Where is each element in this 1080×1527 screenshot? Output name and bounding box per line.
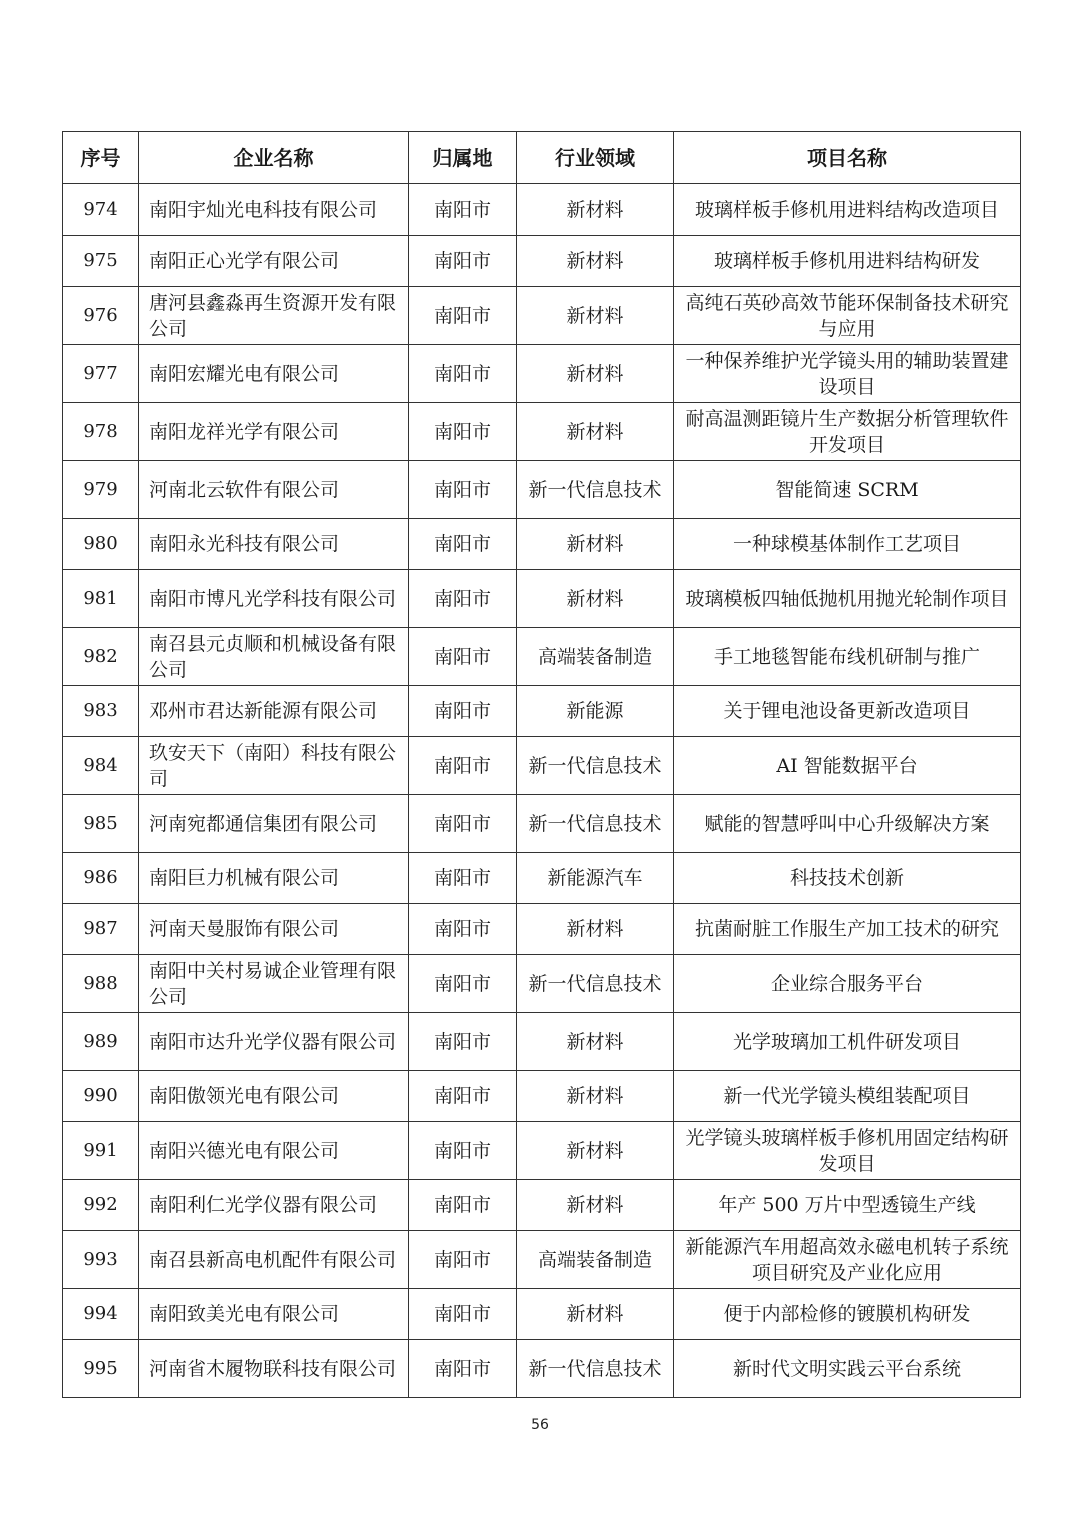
cell-company: 南阳利仁光学仪器有限公司	[139, 1180, 409, 1231]
cell-location: 南阳市	[409, 1340, 517, 1398]
cell-company: 玖安天下（南阳）科技有限公司	[139, 737, 409, 795]
cell-location: 南阳市	[409, 519, 517, 570]
header-no: 序号	[63, 132, 139, 184]
cell-location: 南阳市	[409, 955, 517, 1013]
cell-no: 982	[63, 628, 139, 686]
cell-location: 南阳市	[409, 345, 517, 403]
table-row	[63, 1231, 1021, 1289]
cell-project: 光学镜头玻璃样板手修机用固定结构研发项目	[674, 1122, 1021, 1180]
cell-company: 南阳中关村易诚企业管理有限公司	[139, 955, 409, 1013]
table-row	[63, 184, 1021, 236]
cell-company: 南阳市博凡光学科技有限公司	[139, 570, 409, 628]
cell-company: 南阳巨力机械有限公司	[139, 853, 409, 904]
cell-company: 南阳兴德光电有限公司	[139, 1122, 409, 1180]
table-row	[63, 686, 1021, 737]
cell-no: 988	[63, 955, 139, 1013]
cell-company: 南阳龙祥光学有限公司	[139, 403, 409, 461]
table-row	[63, 1013, 1021, 1071]
table-row	[63, 1289, 1021, 1340]
cell-location: 南阳市	[409, 1180, 517, 1231]
cell-project: 新时代文明实践云平台系统	[674, 1340, 1021, 1398]
cell-project: 玻璃样板手修机用进料结构改造项目	[674, 184, 1021, 236]
page-number: 56	[531, 1417, 549, 1433]
cell-industry: 新材料	[517, 570, 674, 628]
table-row	[63, 1340, 1021, 1398]
cell-industry: 高端装备制造	[517, 1231, 674, 1289]
cell-project: 企业综合服务平台	[674, 955, 1021, 1013]
cell-location: 南阳市	[409, 686, 517, 737]
cell-company: 邓州市君达新能源有限公司	[139, 686, 409, 737]
cell-company: 南召县新高电机配件有限公司	[139, 1231, 409, 1289]
cell-industry: 新材料	[517, 287, 674, 345]
cell-location: 南阳市	[409, 1289, 517, 1340]
cell-no: 989	[63, 1013, 139, 1071]
cell-no: 994	[63, 1289, 139, 1340]
header-project: 项目名称	[674, 132, 1021, 184]
cell-industry: 新一代信息技术	[517, 955, 674, 1013]
cell-industry: 新能源汽车	[517, 853, 674, 904]
cell-company: 南阳宏耀光电有限公司	[139, 345, 409, 403]
cell-industry: 新一代信息技术	[517, 737, 674, 795]
cell-no: 986	[63, 853, 139, 904]
cell-no: 985	[63, 795, 139, 853]
cell-company: 南阳正心光学有限公司	[139, 236, 409, 287]
cell-location: 南阳市	[409, 287, 517, 345]
table-row	[63, 737, 1021, 795]
table-row	[63, 904, 1021, 955]
cell-location: 南阳市	[409, 236, 517, 287]
cell-company: 南阳永光科技有限公司	[139, 519, 409, 570]
cell-project: 玻璃样板手修机用进料结构研发	[674, 236, 1021, 287]
cell-no: 990	[63, 1071, 139, 1122]
cell-no: 980	[63, 519, 139, 570]
cell-no: 993	[63, 1231, 139, 1289]
cell-industry: 新材料	[517, 519, 674, 570]
cell-industry: 新材料	[517, 236, 674, 287]
cell-project: 光学玻璃加工机件研发项目	[674, 1013, 1021, 1071]
cell-location: 南阳市	[409, 1071, 517, 1122]
cell-no: 987	[63, 904, 139, 955]
cell-location: 南阳市	[409, 737, 517, 795]
table-row	[63, 1122, 1021, 1180]
cell-industry: 新材料	[517, 403, 674, 461]
cell-project: 高纯石英砂高效节能环保制备技术研究与应用	[674, 287, 1021, 345]
cell-no: 979	[63, 461, 139, 519]
cell-no: 974	[63, 184, 139, 236]
cell-location: 南阳市	[409, 1013, 517, 1071]
cell-project: 科技技术创新	[674, 853, 1021, 904]
cell-industry: 新一代信息技术	[517, 795, 674, 853]
cell-project: 便于内部检修的镀膜机构研发	[674, 1289, 1021, 1340]
cell-company: 河南天曼服饰有限公司	[139, 904, 409, 955]
table-row	[63, 519, 1021, 570]
cell-project: 智能简速 SCRM	[674, 461, 1021, 519]
cell-company: 南阳致美光电有限公司	[139, 1289, 409, 1340]
cell-industry: 新材料	[517, 1071, 674, 1122]
cell-project: AI 智能数据平台	[674, 737, 1021, 795]
cell-company: 南召县元贞顺和机械设备有限公司	[139, 628, 409, 686]
cell-location: 南阳市	[409, 1122, 517, 1180]
cell-no: 984	[63, 737, 139, 795]
table-body	[63, 184, 1021, 1398]
cell-no: 981	[63, 570, 139, 628]
cell-industry: 新一代信息技术	[517, 1340, 674, 1398]
table-row	[63, 853, 1021, 904]
cell-project: 新一代光学镜头模组装配项目	[674, 1071, 1021, 1122]
cell-location: 南阳市	[409, 403, 517, 461]
cell-location: 南阳市	[409, 795, 517, 853]
cell-project: 手工地毯智能布线机研制与推广	[674, 628, 1021, 686]
cell-project: 赋能的智慧呼叫中心升级解决方案	[674, 795, 1021, 853]
table-row	[63, 570, 1021, 628]
table-row	[63, 1071, 1021, 1122]
cell-no: 978	[63, 403, 139, 461]
cell-industry: 高端装备制造	[517, 628, 674, 686]
cell-company: 南阳市达升光学仪器有限公司	[139, 1013, 409, 1071]
cell-location: 南阳市	[409, 628, 517, 686]
table-row	[63, 403, 1021, 461]
cell-location: 南阳市	[409, 853, 517, 904]
cell-project: 玻璃模板四轴低抛机用抛光轮制作项目	[674, 570, 1021, 628]
table-row	[63, 345, 1021, 403]
header-industry: 行业领域	[517, 132, 674, 184]
cell-no: 983	[63, 686, 139, 737]
cell-industry: 新材料	[517, 1013, 674, 1071]
cell-no: 976	[63, 287, 139, 345]
header-company: 企业名称	[139, 132, 409, 184]
table-row	[63, 236, 1021, 287]
cell-no: 991	[63, 1122, 139, 1180]
cell-project: 一种球模基体制作工艺项目	[674, 519, 1021, 570]
enterprise-project-table	[62, 131, 1021, 1398]
table-row	[63, 287, 1021, 345]
cell-location: 南阳市	[409, 1231, 517, 1289]
table-row	[63, 461, 1021, 519]
cell-industry: 新材料	[517, 1180, 674, 1231]
table-row	[63, 1180, 1021, 1231]
cell-location: 南阳市	[409, 570, 517, 628]
cell-project: 抗菌耐脏工作服生产加工技术的研究	[674, 904, 1021, 955]
cell-location: 南阳市	[409, 184, 517, 236]
cell-company: 河南省木履物联科技有限公司	[139, 1340, 409, 1398]
cell-company: 唐河县鑫淼再生资源开发有限公司	[139, 287, 409, 345]
table-row	[63, 628, 1021, 686]
cell-no: 992	[63, 1180, 139, 1231]
cell-location: 南阳市	[409, 461, 517, 519]
cell-industry: 新材料	[517, 1122, 674, 1180]
cell-project: 关于锂电池设备更新改造项目	[674, 686, 1021, 737]
cell-project: 耐高温测距镜片生产数据分析管理软件开发项目	[674, 403, 1021, 461]
table-header-row	[63, 132, 1021, 184]
cell-project: 新能源汽车用超高效永磁电机转子系统项目研究及产业化应用	[674, 1231, 1021, 1289]
cell-project: 一种保养维护光学镜头用的辅助装置建设项目	[674, 345, 1021, 403]
cell-company: 河南宛都通信集团有限公司	[139, 795, 409, 853]
header-location: 归属地	[409, 132, 517, 184]
cell-no: 977	[63, 345, 139, 403]
cell-industry: 新材料	[517, 184, 674, 236]
cell-company: 南阳傲领光电有限公司	[139, 1071, 409, 1122]
cell-project: 年产 500 万片中型透镜生产线	[674, 1180, 1021, 1231]
cell-company: 河南北云软件有限公司	[139, 461, 409, 519]
cell-industry: 新能源	[517, 686, 674, 737]
cell-company: 南阳宇灿光电科技有限公司	[139, 184, 409, 236]
cell-no: 975	[63, 236, 139, 287]
cell-industry: 新材料	[517, 904, 674, 955]
cell-location: 南阳市	[409, 904, 517, 955]
cell-industry: 新材料	[517, 345, 674, 403]
table-row	[63, 795, 1021, 853]
cell-no: 995	[63, 1340, 139, 1398]
table-row	[63, 955, 1021, 1013]
cell-industry: 新材料	[517, 1289, 674, 1340]
cell-industry: 新一代信息技术	[517, 461, 674, 519]
